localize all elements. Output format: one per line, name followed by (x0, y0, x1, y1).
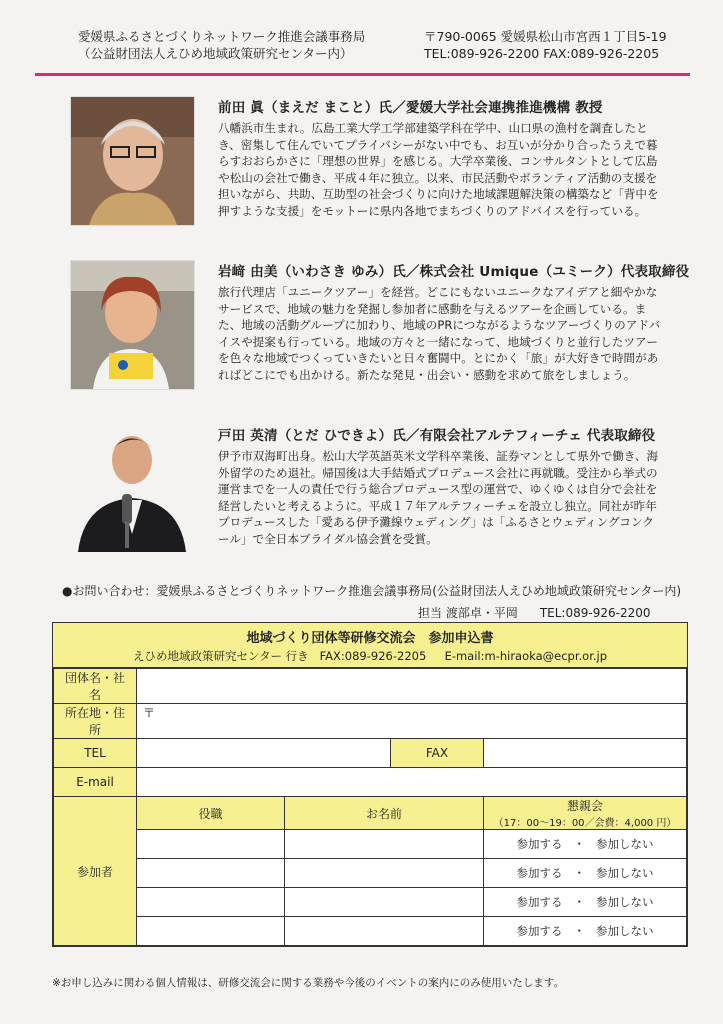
fax-label: FAX (391, 739, 484, 768)
role-field[interactable] (137, 917, 285, 946)
not-attend-option[interactable]: 参加しない (595, 895, 654, 909)
header-org: 愛媛県ふるさとづくりネットワーク推進会議事務局 (78, 29, 366, 44)
fax-field[interactable] (484, 739, 687, 768)
attend-option[interactable]: 参加する (516, 895, 563, 909)
col-party (484, 797, 687, 830)
privacy-note: ※お申し込みに関わる個人情報は、研修交流会に関する業務や今後のイベントの案内にのみ使用いたします。 (52, 977, 564, 989)
speaker-1 (70, 96, 680, 226)
participants-label: 参加者 (54, 797, 137, 946)
speaker-bio: 旅行代理店「ユニークツアー」を経営。どこにもないユニークなアイデアと細やかなサービスで、地域の魅力を発掘し参加者に感動を与えるツアーを企画している。また、地域の活動グループに加わり、地域のPRにつながるようなツアーづくりのアドバイスや提案も行っている。地域の方々と一緒になって、地域づくりと並行したツアーを色々な地域でつくっていきたいと日々奮闘中。とにかく「旅」が大好きで時間があればどこにでも出かける。新たな発見・出会い・感動を求めて旅をしましょう。 (218, 285, 661, 382)
table-row (54, 917, 687, 946)
speaker-bio: 八幡浜市生まれ。広島工業大学工学部建築学科在学中、山口県の漁村を調査したとき、密集して住んでいてプライバシーがない中でも、お互いが分かり合ったうえで暮らすおおらかさに「理想の世界」を感じる。大学卒業後、コンサルタントとして広島や松山の会社で働き、平成４年に独立。以来、市民活動やボランティア活動の支援を担いながら、共助、互助型の社会づくりに向けた地域課題解決策の構築など「背中を押すような支援」をモットーに県内各地でまちづくりのアドバイスを行っている。 (218, 121, 659, 218)
role-field[interactable] (137, 830, 285, 859)
postal-mark: 〒 (143, 706, 156, 720)
party-choice[interactable] (484, 830, 687, 859)
header-phone: TEL:089-926-2200 FAX:089-926-2205 (424, 46, 660, 61)
name-field[interactable] (285, 888, 484, 917)
separator-dot: ・ (573, 895, 585, 909)
header-divider (35, 73, 690, 76)
table-row (54, 859, 687, 888)
speaker-name: 戸田 英清（とだ ひできよ）氏／有限会社アルテフィーチェ 代表取締役 (218, 428, 656, 444)
col-role: 役職 (137, 797, 285, 830)
header (78, 28, 667, 62)
speaker-photo (70, 260, 195, 390)
speaker-photo (70, 424, 193, 552)
form-destination (53, 648, 687, 664)
email-field[interactable] (137, 768, 687, 797)
attend-option[interactable]: 参加する (516, 924, 563, 938)
form-header (53, 623, 687, 668)
name-field[interactable] (285, 859, 484, 888)
col-party-sub: （17：00～19：00／会費：4,000 円） (493, 818, 677, 829)
form-table (53, 668, 687, 946)
party-choice[interactable] (484, 917, 687, 946)
form-address-to: えひめ地域政策研究センター 行き (132, 649, 309, 663)
speaker-name: 前田 眞（まえだ まこと）氏／愛媛大学社会連携推進機構 教授 (218, 100, 603, 116)
party-choice[interactable] (484, 859, 687, 888)
separator-dot: ・ (573, 866, 585, 880)
speaker-bio: 伊予市双海町出身。松山大学英語英米文学科卒業後、証券マンとして県外で働き、海外留学のため退社。帰国後は大手結婚式プロデュース会社に再就職。受注から挙式の運営までを一人の責任で行う総合プロデュース型の運営で、ゆくゆくは自分で会社を経営したいと考えるように。平成１７年アルテフィーチェを設立し独立。同社が昨年プロデュースした「愛ある伊予灘線ウェディング」は「ふるさとウェディングコンクール」で全日本ブライダル協会賞を受賞。 (218, 449, 659, 546)
role-field[interactable] (137, 859, 285, 888)
separator-dot: ・ (573, 924, 585, 938)
speaker-3 (70, 424, 680, 554)
email-label: E-mail (54, 768, 137, 797)
party-choice[interactable] (484, 888, 687, 917)
address-label: 所在地・住所 (54, 704, 137, 739)
org-field[interactable] (137, 669, 687, 704)
speaker-2 (70, 260, 690, 390)
tel-label: TEL (54, 739, 137, 768)
form-fax: FAX:089-926-2205 (319, 649, 427, 663)
col-party-title: 懇親会 (566, 799, 603, 813)
tel-field[interactable] (137, 739, 391, 768)
contact-tel: TEL:089-926-2200 (539, 606, 651, 620)
table-row (54, 888, 687, 917)
contact-person-name: 担当 渡部卓・平岡 (418, 606, 518, 620)
name-field[interactable] (285, 917, 484, 946)
role-field[interactable] (137, 888, 285, 917)
name-field[interactable] (285, 830, 484, 859)
application-form (52, 622, 688, 947)
header-address: 〒790-0065 愛媛県松山市宮西１丁目5-19 (424, 29, 667, 44)
contact-person (418, 604, 650, 621)
not-attend-option[interactable]: 参加しない (595, 866, 654, 880)
attend-option[interactable]: 参加する (516, 837, 563, 851)
form-email: E-mail:m-hiraoka@ecpr.or.jp (444, 649, 608, 663)
speaker-photo (70, 96, 195, 226)
attend-option[interactable]: 参加する (516, 866, 563, 880)
table-row (54, 830, 687, 859)
not-attend-option[interactable]: 参加しない (595, 924, 654, 938)
contact-info: ●お問い合わせ：愛媛県ふるさとづくりネットワーク推進会議事務局(公益財団法人えひめ地域政策研究センター内) (62, 584, 682, 598)
not-attend-option[interactable]: 参加しない (595, 837, 654, 851)
org-label: 団体名・社名 (54, 669, 137, 704)
col-name: お名前 (285, 797, 484, 830)
form-title: 地域づくり団体等研修交流会 参加申込書 (246, 631, 494, 646)
header-org-sub: （公益財団法人えひめ地域政策研究センター内） (78, 46, 353, 61)
speaker-name: 岩﨑 由美（いわさき ゆみ）氏／株式会社 Umique（ユミーク）代表取締役 (218, 264, 690, 280)
separator-dot: ・ (573, 837, 585, 851)
address-field[interactable] (137, 704, 687, 739)
